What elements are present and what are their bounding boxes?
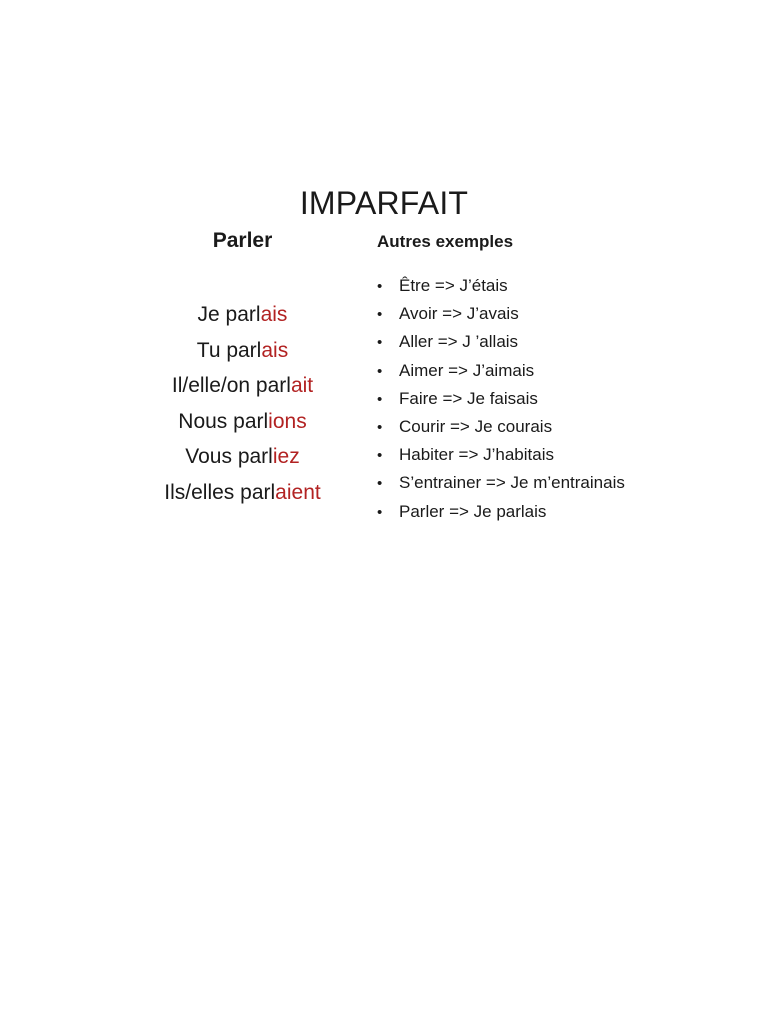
example-item: [377, 300, 625, 328]
conjugation-item: [140, 439, 345, 475]
conjugation-stem: Il/elle/on parl: [171, 374, 291, 397]
conjugation-item: [140, 368, 345, 404]
conjugation-stem: Je parl: [197, 303, 261, 326]
conjugation-item: [140, 404, 345, 440]
example-text: Faire => Je faisais: [399, 388, 538, 408]
examples-list: [377, 272, 625, 526]
bullet-icon: •: [377, 306, 383, 324]
conjugation-stem: Vous parl: [185, 445, 273, 468]
example-text: Être => J’étais: [399, 276, 508, 295]
bullet-icon: •: [377, 390, 383, 408]
bullet-icon: •: [377, 503, 383, 521]
example-item: [377, 498, 625, 526]
example-item: [377, 328, 625, 356]
example-text: Aimer => J’aimais: [399, 360, 535, 380]
page-title: IMPARFAIT: [299, 185, 469, 222]
conjugation-stem: Nous parl: [178, 409, 269, 433]
conjugation-item: [140, 297, 345, 333]
example-text: S’entrainer => Je m’entrainais: [399, 473, 625, 493]
examples-heading: Autres exemples: [377, 232, 514, 251]
examples-column: [377, 228, 677, 521]
conjugation-item: [140, 475, 345, 511]
conjugation-stem: Ils/elles parl: [164, 480, 276, 504]
bullet-icon: •: [377, 362, 383, 380]
example-item: [377, 385, 625, 413]
example-item: [377, 357, 625, 385]
conjugation-column: [140, 224, 345, 504]
conjugation-ending: ais: [260, 303, 288, 326]
conjugation-ending: aient: [275, 480, 321, 504]
example-text: Aller => J ’allais: [399, 332, 519, 352]
bullet-icon: •: [377, 278, 383, 295]
bullet-icon: •: [377, 334, 383, 352]
conjugation-ending: ions: [268, 409, 307, 433]
example-text: Parler => Je parlais: [399, 501, 547, 521]
bullet-icon: •: [377, 447, 383, 465]
example-text: Habiter => J’habitais: [399, 445, 554, 465]
conjugation-ending: iez: [272, 445, 300, 468]
example-item: [377, 469, 625, 497]
example-item: [377, 272, 625, 300]
conjugation-ending: ait: [290, 374, 314, 397]
example-text: Avoir => J’avais: [399, 304, 519, 324]
bullet-icon: •: [377, 475, 383, 493]
example-item: [377, 413, 625, 441]
conjugation-list: [140, 297, 345, 510]
conjugation-ending: ais: [261, 338, 289, 362]
verb-heading: Parler: [212, 229, 273, 252]
bullet-icon: •: [377, 419, 383, 437]
conjugation-item: [140, 333, 345, 369]
example-item: [377, 441, 625, 469]
conjugation-stem: Tu parl: [196, 338, 262, 362]
example-text: Courir => Je courais: [399, 417, 553, 437]
